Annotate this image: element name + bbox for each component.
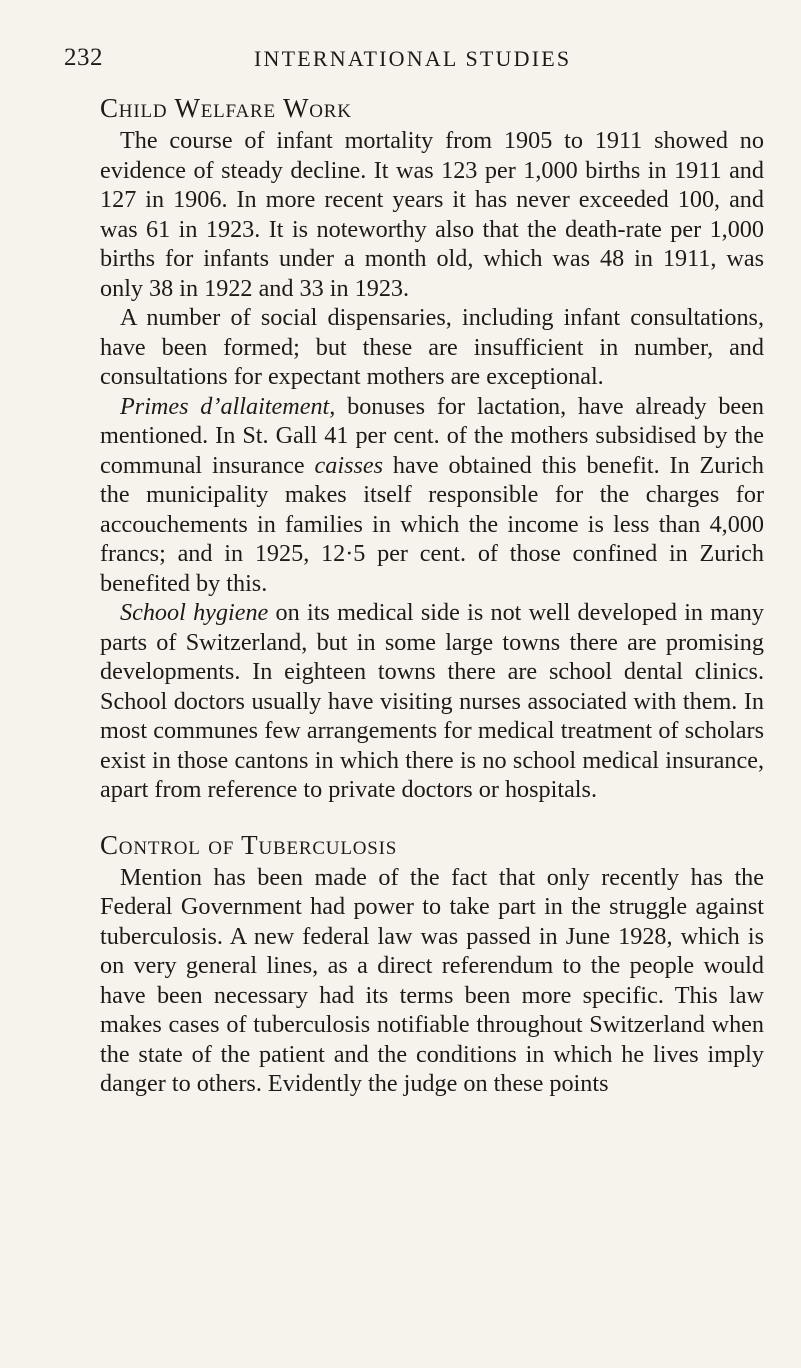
paragraph-infant-mortality: The course of infant mortality from 1905 to 1911 showed no evidence of steady decline. It was 123 per 1,000 births in 1911 and 127 in 1906. In more recent years it has never exceeded 100, and was 61 in 1923. It is noteworthy also that the death-rate per 1,000 births for infants under a month old, which was 48 in 1911, was only 38 in 1922 and 33 in 1923. [100, 127, 764, 302]
paragraph-social-dispensaries: A number of social dispensaries, including infant consultations, have been formed; but these are insufficient in number, and consultations for expectant mothers are exceptional. [100, 304, 764, 390]
paragraph-text: bonuses for lactation, have already been mentioned. In St. Gall 41 per cent. of the mothers subsidised by the communal insurance [100, 392, 764, 479]
running-title: INTERNATIONAL STUDIES [254, 46, 572, 71]
running-head [64, 44, 744, 74]
section-heading-child-welfare: Child Welfare Work [100, 93, 352, 123]
paragraph-lactation-bonuses [100, 392, 764, 599]
paragraph-text: have obtained this benefit. In Zurich the municipality makes itself responsible for the charges for accouchements in families in which the income is less than 4,000 francs; and in 1925, 12·5 per cent. of those confined in Zurich benefited by this. [100, 451, 765, 597]
text-block [100, 90, 764, 1099]
italic-term-primes: Primes d’allaitement, [120, 392, 336, 420]
paragraph-text: on its medical side is not well developed in many parts of Switzerland, but in some large towns there are promising developments. In eighteen towns there are school dental clinics. School doctors usually have visiting nurses associated with them. In most communes few arrangements for medical treatment of scholars exist in those cantons in which there is no school medical insurance, apart from reference to private doctors or hospitals. [100, 599, 764, 803]
italic-term-school-hygiene: School hygiene [120, 599, 269, 626]
page-number: 232 [64, 44, 103, 71]
paragraph-school-hygiene [100, 598, 764, 805]
italic-term-caisses: caisses [314, 451, 384, 479]
section-heading-tuberculosis: Control of Tuberculosis [100, 829, 398, 860]
paragraph-tuberculosis-law: Mention has been made of the fact that only recently has the Federal Government had power to take part in the struggle against tuberculosis. A new federal law was passed in June 1928, which is on very general lines, as a direct referendum to the people would have been necessary had its terms been more specific. This law makes cases of tuberculosis notifiable throughout Switzerland when the state of the patient and the conditions in which he lives imply danger to others. Evidently the judge on these points [100, 863, 764, 1097]
